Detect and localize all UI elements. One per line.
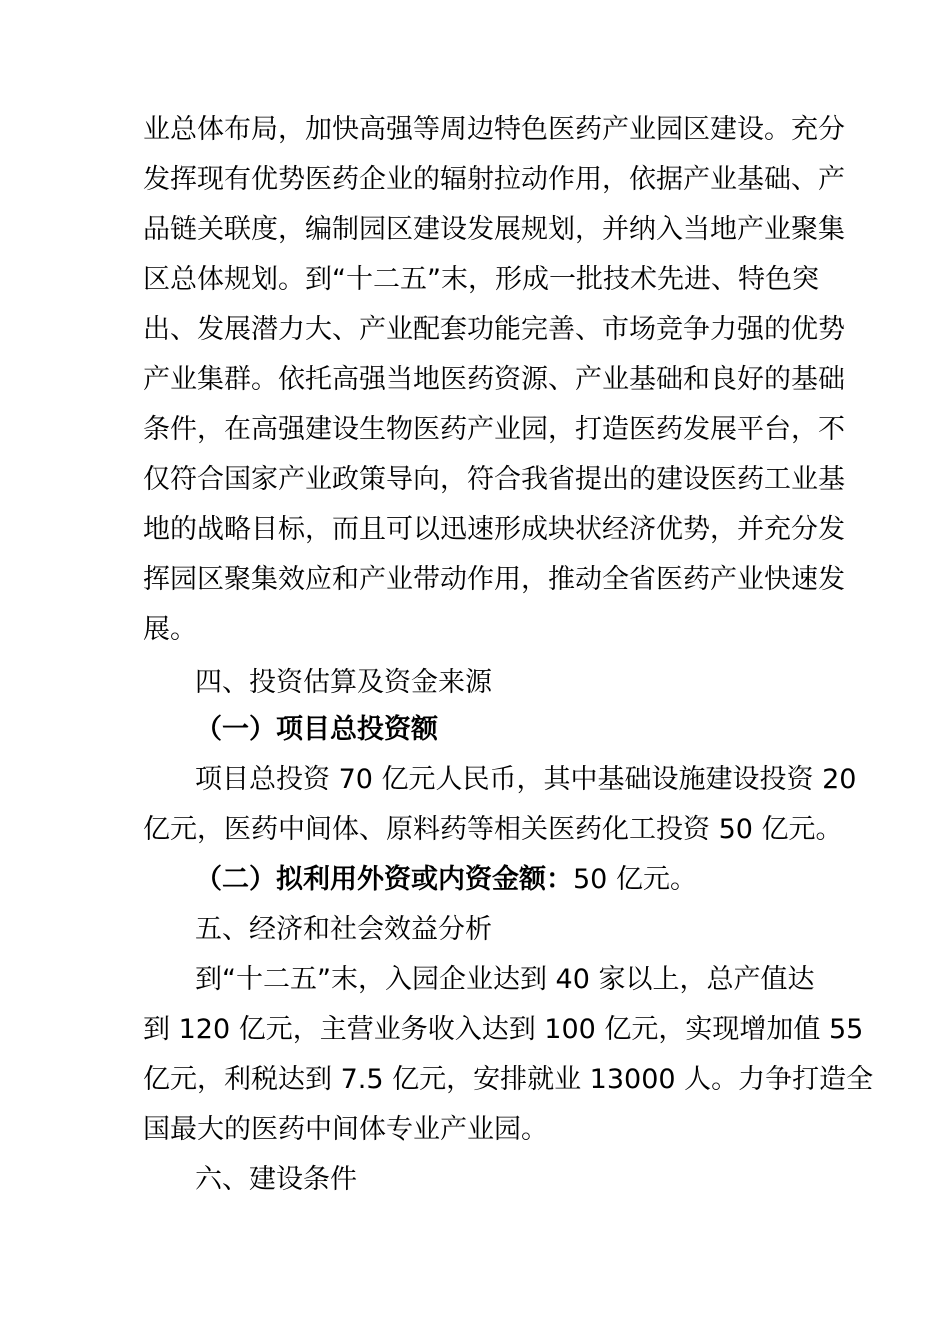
paragraph-line: 条件，在高强建设生物医药产业园，打造医药发展平台，不 xyxy=(143,414,845,445)
subsection-heading: （一）项目总投资额 xyxy=(195,714,438,745)
paragraph-line: 挥园区聚集效应和产业带动作用，推动全省医药产业快速发 xyxy=(143,564,845,595)
paragraph-line: 区总体规划。到“十二五”末，形成一批技术先进、特色突 xyxy=(143,264,819,295)
paragraph-line: 亿元，利税达到 7.5 亿元，安排就业 13000 人。力争打造全 xyxy=(143,1064,874,1095)
section-heading: 五、经济和社会效益分析 xyxy=(195,914,492,945)
paragraph-line: 品链关联度，编制园区建设发展规划，并纳入当地产业聚集 xyxy=(143,214,845,245)
subsection-heading-label: （二）拟利用外资或内资金额： xyxy=(195,864,573,895)
paragraph-line: 亿元，医药中间体、原料药等相关医药化工投资 50 亿元。 xyxy=(143,814,843,845)
subsection-value: 50 亿元。 xyxy=(573,864,697,895)
paragraph-line: 仅符合国家产业政策导向，符合我省提出的建设医药工业基 xyxy=(143,464,845,495)
paragraph-line: 发挥现有优势医药企业的辐射拉动作用，依据产业基础、产 xyxy=(143,164,845,195)
paragraph-line: 业总体布局，加快高强等周边特色医药产业园区建设。充分 xyxy=(143,114,845,145)
paragraph-line: 产业集群。依托高强当地医药资源、产业基础和良好的基础 xyxy=(143,364,845,395)
section-heading: 六、建设条件 xyxy=(195,1164,357,1195)
paragraph-line: 到 120 亿元，主营业务收入达到 100 亿元，实现增加值 55 xyxy=(143,1014,864,1045)
section-heading: 四、投资估算及资金来源 xyxy=(195,667,492,698)
paragraph-line: 出、发展潜力大、产业配套功能完善、市场竞争力强的优势 xyxy=(143,314,845,345)
paragraph-line: 展。 xyxy=(143,614,197,645)
paragraph-line: 到“十二五”末，入园企业达到 40 家以上，总产值达 xyxy=(195,964,815,995)
paragraph-line: 项目总投资 70 亿元人民币，其中基础设施建设投资 20 xyxy=(195,764,857,795)
subsection-heading-with-value xyxy=(195,862,813,898)
paragraph-line: 地的战略目标，而且可以迅速形成块状经济优势，并充分发 xyxy=(143,514,845,545)
paragraph-line: 国最大的医药中间体专业产业园。 xyxy=(143,1114,548,1145)
